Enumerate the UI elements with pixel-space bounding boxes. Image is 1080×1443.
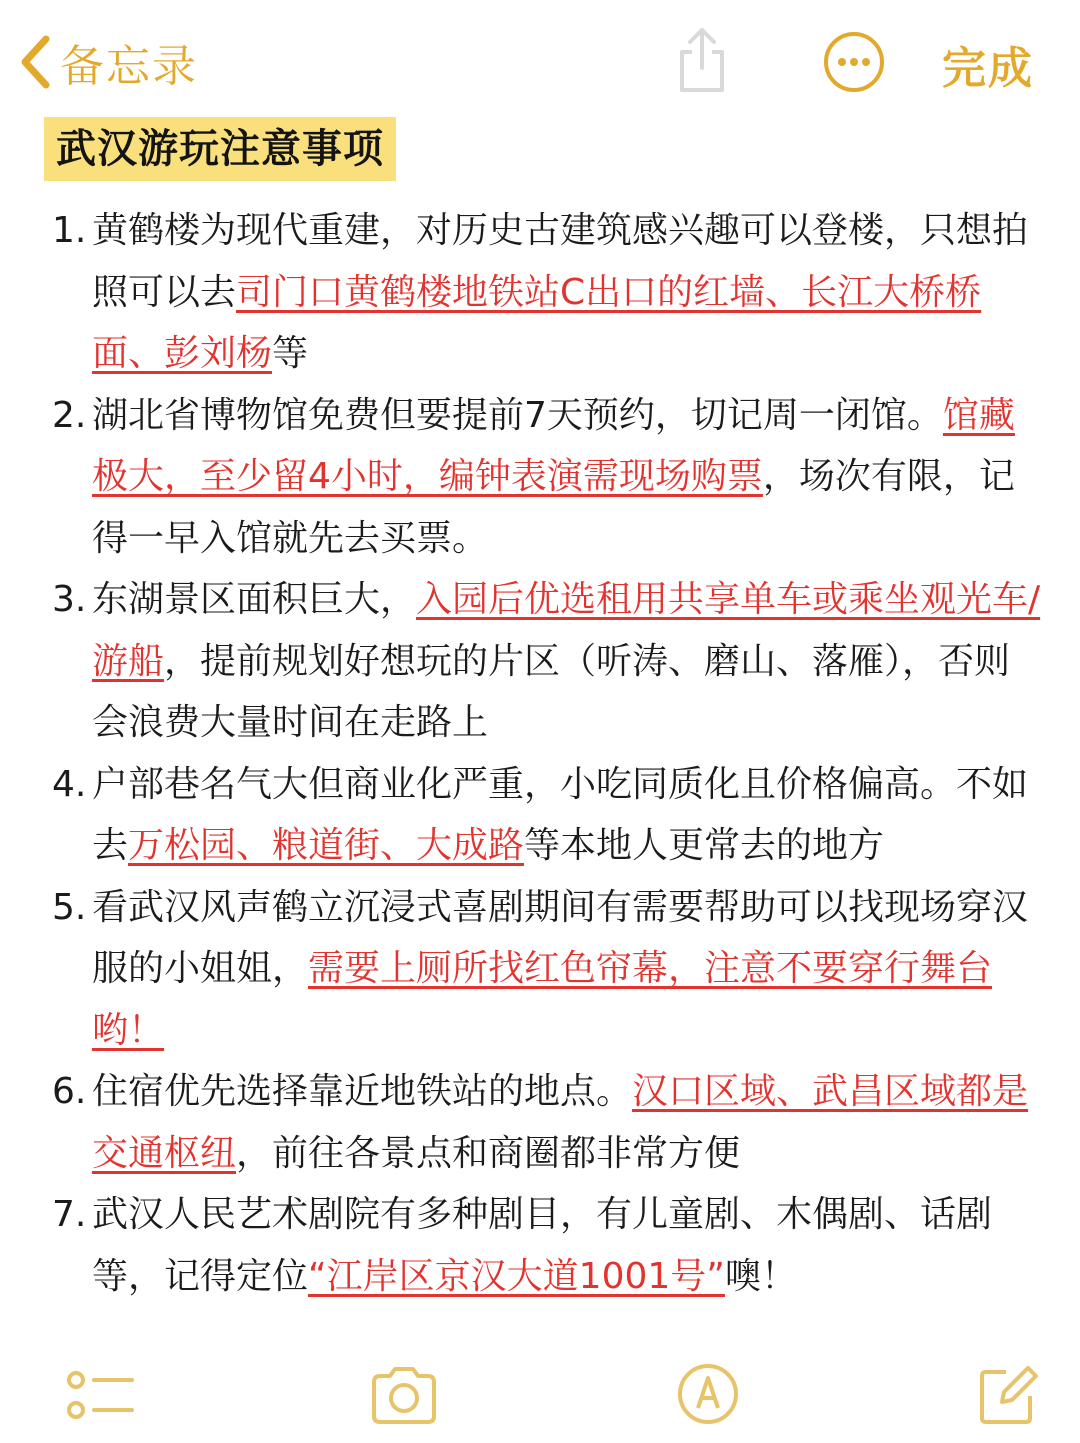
- note-item[interactable]: [52, 385, 1042, 570]
- note-item[interactable]: [52, 569, 1042, 754]
- back-button[interactable]: [18, 24, 198, 100]
- item-text: 等: [272, 333, 309, 374]
- item-text: 东湖景区面积巨大，: [92, 579, 417, 620]
- highlighted-text: 汉口区域、武昌区域都是交通枢纽: [92, 1071, 1029, 1174]
- item-text: 湖北省博物馆免费但要提前7天预约，切记周一闭馆。: [92, 394, 943, 436]
- share-icon: [668, 24, 736, 96]
- markup-pen-icon: [672, 1358, 744, 1430]
- highlighted-text: “江岸区京汉大道1001号”: [308, 1255, 725, 1297]
- checklist-button[interactable]: [62, 1358, 138, 1430]
- highlighted-text: 需要上厕所找红色帘幕，注意不要穿行舞台哟！: [92, 948, 993, 1051]
- compose-button[interactable]: [976, 1358, 1040, 1430]
- more-button[interactable]: [822, 30, 886, 94]
- markup-button[interactable]: [672, 1358, 744, 1430]
- camera-button[interactable]: [368, 1358, 440, 1430]
- item-text: 噢！: [724, 1255, 797, 1297]
- note-item[interactable]: [52, 200, 1042, 385]
- item-number: 4.: [52, 763, 87, 805]
- item-text: ，前往各景点和商圈都非常方便: [236, 1132, 741, 1174]
- note-body[interactable]: [52, 200, 1042, 1307]
- note-item[interactable]: [52, 877, 1042, 1062]
- bottom-toolbar: [0, 1350, 1080, 1443]
- back-label: 备忘录: [60, 41, 198, 92]
- highlighted-text: 馆藏极大，至少留4小时，编钟表演需现场购票: [92, 394, 1015, 497]
- item-text: 住宿优先选择靠近地铁站的地点。: [92, 1071, 633, 1112]
- item-number: 6.: [52, 1071, 87, 1112]
- item-number: 5.: [52, 886, 87, 928]
- item-text: 等本地人更常去的地方: [524, 825, 885, 866]
- checklist-icon: [62, 1358, 138, 1430]
- item-text: ，场次有限，记得一早入馆就先去买票。: [92, 456, 1015, 559]
- camera-icon: [368, 1358, 440, 1430]
- note-item[interactable]: [52, 1061, 1042, 1184]
- ellipsis-circle-icon: [822, 30, 886, 94]
- item-text: 看武汉风声鹤立沉浸式喜剧期间有需要帮助可以找现场穿汉服的小姐姐，: [92, 886, 1029, 989]
- nav-bar: [0, 0, 1080, 120]
- highlighted-text: 入园后优选租用共享单车或乘坐观光车/游船: [92, 579, 1041, 682]
- item-text: ，提前规划好想玩的片区（听涛、磨山、落雁），否则会浪费大量时间在走路上: [92, 640, 1011, 743]
- chevron-left-icon: [18, 34, 52, 90]
- item-number: 7.: [52, 1194, 87, 1235]
- share-button[interactable]: [668, 24, 736, 96]
- highlighted-text: 万松园、粮道街、大成路: [128, 825, 525, 866]
- item-text: 户部巷名气大但商业化严重，小吃同质化且价格偏高。不如去: [92, 763, 1029, 866]
- item-number: 1.: [52, 210, 87, 251]
- done-button[interactable]: 完成: [942, 43, 1034, 94]
- compose-icon: [976, 1358, 1040, 1430]
- note-item[interactable]: [52, 754, 1042, 877]
- item-number: 3.: [52, 579, 87, 620]
- note-title[interactable]: 武汉游玩注意事项: [44, 117, 396, 181]
- item-number: 2.: [52, 394, 87, 436]
- item-text: 武汉人民艺术剧院有多种剧目，有儿童剧、木偶剧、话剧等，记得定位: [92, 1194, 993, 1297]
- highlighted-text: 司门口黄鹤楼地铁站C出口的红墙、长江大桥桥面、彭刘杨: [92, 271, 982, 374]
- note-item[interactable]: [52, 1184, 1042, 1307]
- item-text: 黄鹤楼为现代重建，对历史古建筑感兴趣可以登楼，只想拍照可以去: [92, 210, 1029, 313]
